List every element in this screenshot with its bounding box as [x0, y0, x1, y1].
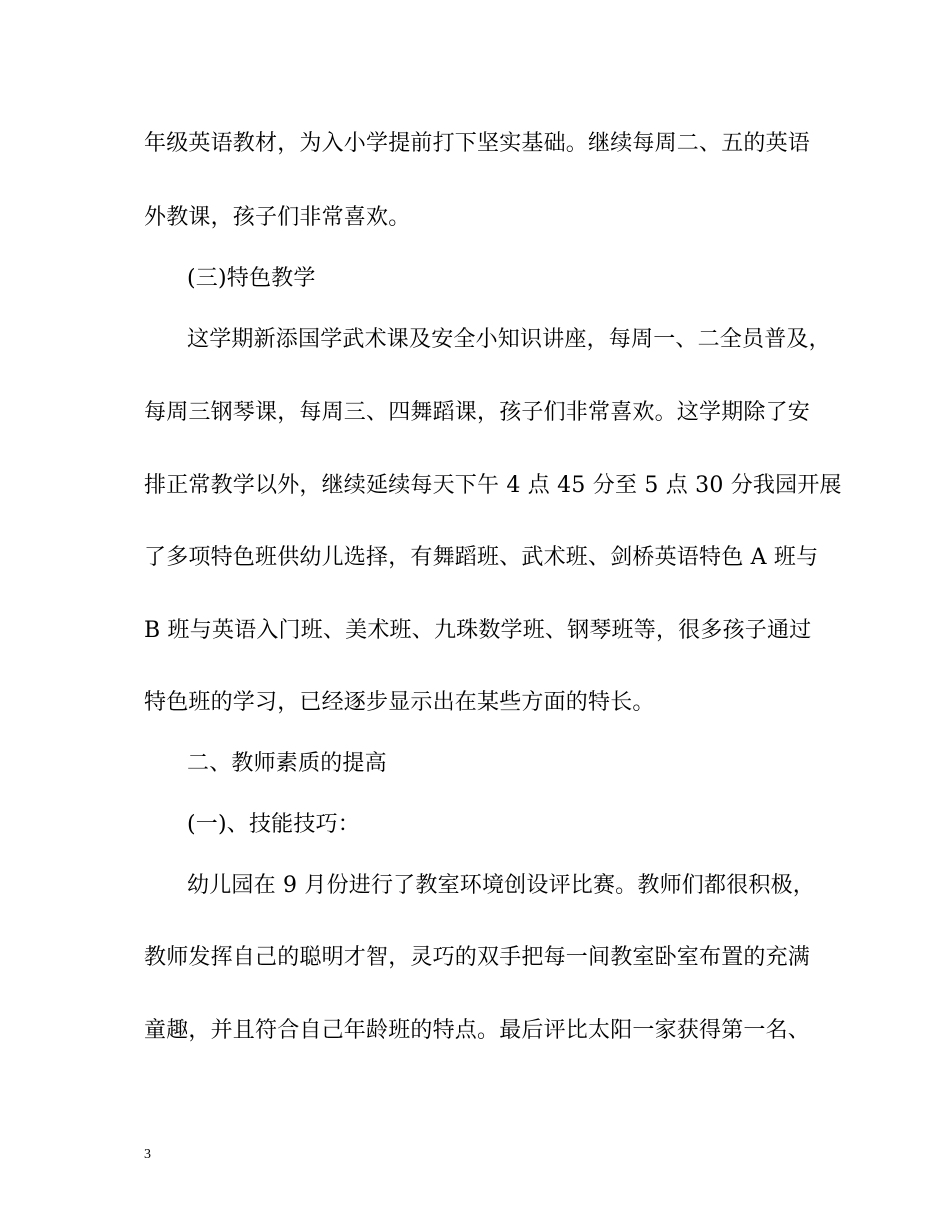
- paragraph-line: 这学期新添国学武术课及安全小知识讲座，每周一、二全员普及，: [187, 327, 831, 352]
- paragraph-line: 年级英语教材，为入小学提前打下坚实基础。继续每周二、五的英语: [144, 131, 811, 156]
- section-heading: (三)特色教学: [187, 266, 316, 291]
- paragraph-line: 童趣，并且符合自己年龄班的特点。最后评比太阳一家获得第一名、: [144, 1018, 811, 1043]
- page-number: 3: [144, 1147, 151, 1162]
- section-heading: 二、教师素质的提高: [187, 751, 387, 776]
- paragraph-line: 外教课，孩子们非常喜欢。: [144, 205, 411, 230]
- subsection-heading: (一)、技能技巧：: [187, 812, 360, 837]
- paragraph-line: 每周三钢琴课，每周三、四舞蹈课，孩子们非常喜欢。这学期除了安: [144, 400, 811, 425]
- paragraph-line: 了多项特色班供幼儿选择，有舞蹈班、武术班、剑桥英语特色 A 班与: [144, 545, 819, 570]
- paragraph-line: B 班与英语入门班、美术班、九珠数学班、钢琴班等，很多孩子通过: [144, 618, 812, 643]
- paragraph-line: 特色班的学习，已经逐步显示出在某些方面的特长。: [144, 690, 655, 715]
- paragraph-line: 幼儿园在 9 月份进行了教室环境创设评比赛。教师们都很积极，: [187, 873, 815, 898]
- paragraph-line: 排正常教学以外，继续延续每天下午 4 点 45 分至 5 点 30 分我园开展: [144, 473, 842, 498]
- paragraph-line: 教师发挥自己的聪明才智，灵巧的双手把每一间教室卧室布置的充满: [144, 945, 811, 970]
